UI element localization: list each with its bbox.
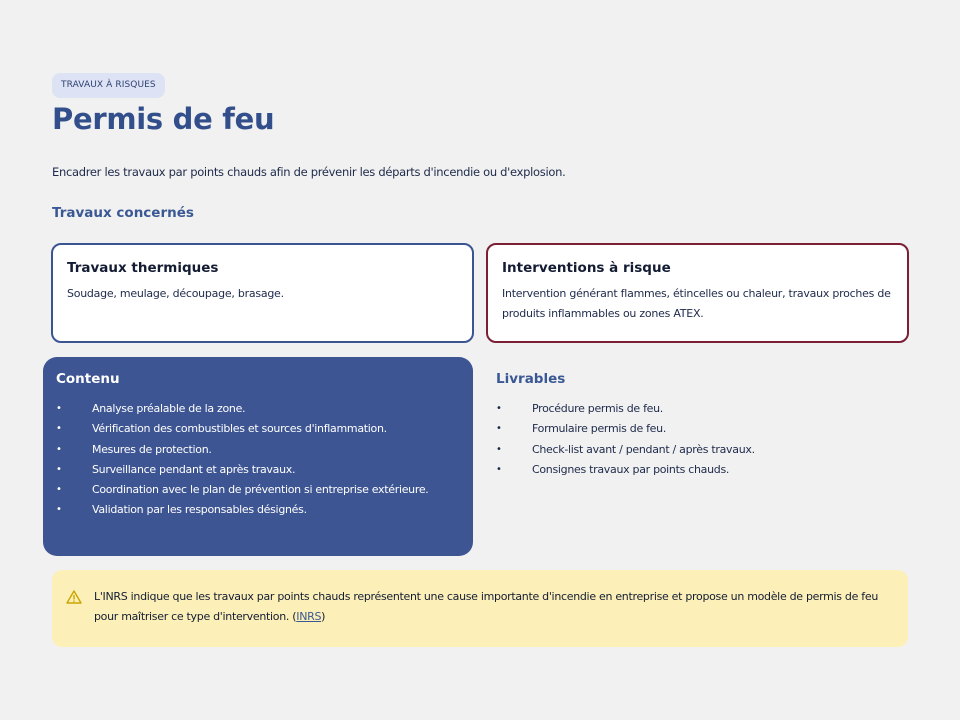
list-item: • Check-list avant / pendant / après travaux. [496, 440, 896, 460]
list-item: • Surveillance pendant et après travaux. [56, 460, 460, 480]
warning-icon [66, 589, 82, 605]
page-lead: Encadrer les travaux par points chauds afin de prévenir les départs d'incendie ou d'explosion. [52, 165, 566, 179]
section-title: Travaux concernés [52, 205, 194, 221]
inrs-link[interactable]: INRS [296, 610, 322, 623]
card-text: Soudage, meulage, découpage, brasage. [67, 287, 284, 300]
contenu-panel [43, 357, 473, 556]
list-item: • Consignes travaux par points chauds. [496, 460, 896, 480]
card-title: Interventions à risque [502, 260, 671, 276]
livrables-panel [496, 371, 896, 480]
page-title: Permis de feu [52, 102, 275, 136]
contenu-title: Contenu [56, 371, 120, 387]
card-title: Travaux thermiques [67, 260, 219, 276]
contenu-list [56, 399, 460, 521]
list-item: • Coordination avec le plan de prévention si entreprise extérieure. [56, 480, 460, 500]
info-note [52, 570, 908, 647]
livrables-list [496, 399, 896, 480]
list-item: • Formulaire permis de feu. [496, 419, 896, 439]
list-item: • Mesures de protection. [56, 440, 460, 460]
list-item: • Analyse préalable de la zone. [56, 399, 460, 419]
livrables-title: Livrables [496, 371, 566, 387]
list-item: • Validation par les responsables désignés. [56, 500, 460, 520]
card-risky-interventions [486, 243, 909, 343]
card-text: Intervention générant flammes, étincelles ou chaleur, travaux proches de produits inflammables ou zones ATEX. [502, 287, 891, 320]
card-thermal-work [51, 243, 474, 343]
category-tag: TRAVAUX À RISQUES [52, 73, 165, 98]
list-item: • Vérification des combustibles et sources d'inflammation. [56, 419, 460, 439]
note-suffix: ) [321, 610, 326, 623]
note-text: L'INRS indique que les travaux par points chauds représentent une cause importante d'incendie en entreprise et propose un modèle de permis de feu pour maîtriser ce type d'intervention. ( [94, 590, 878, 623]
list-item: • Procédure permis de feu. [496, 399, 896, 419]
